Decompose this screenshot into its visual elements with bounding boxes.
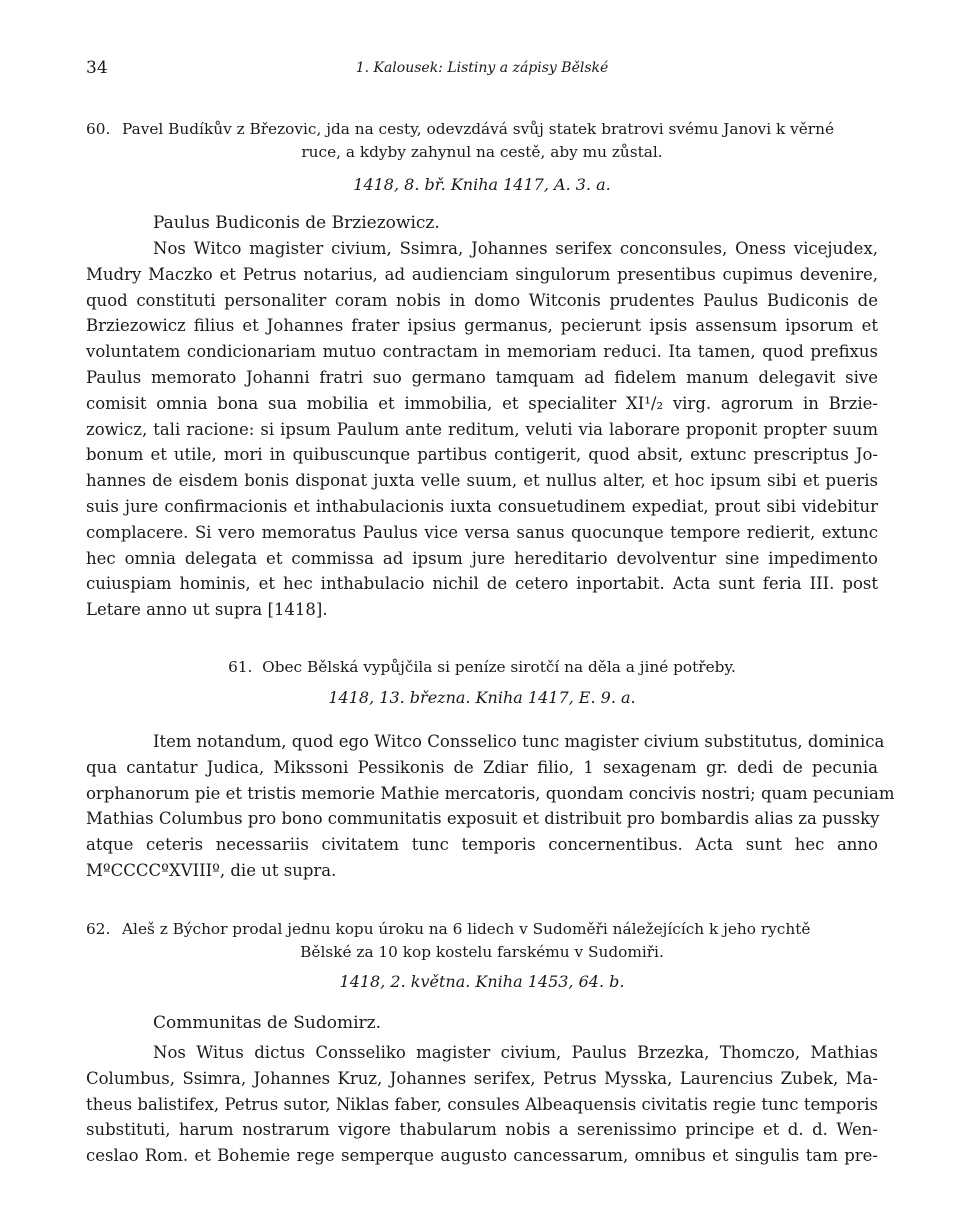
text-line: complacere. Si vero memoratus Paulus vice versa sanus quocunque tempore redierit, extunc: [86, 522, 878, 542]
text-line: Letare anno ut supra [1418].: [86, 600, 328, 620]
text-line: Brziezowicz filius et Johannes frater ipsius germanus, pecierunt ipsis assensum ipsorum et: [86, 316, 878, 336]
text-line: bonum et utile, mori in quibuscunque partibus contigerit, quod absit, extunc prescriptus Jo-: [86, 445, 878, 465]
heading-line: ruce, a kdyby zahynul na cestě, aby mu zůstal.: [301, 143, 663, 161]
entry-number: 60.: [86, 120, 111, 138]
entry-61-heading: [86, 656, 878, 679]
text-line: voluntatem condicionariam mutuo contractam in memoriam reduci. Ita tamen, quod prefixus: [86, 342, 878, 362]
text-line: zowicz, tali racione: si ipsum Paulum ante reditum, veluti via laborare proponit propter suum: [86, 419, 878, 439]
text-line: orphanorum pie et tristis memorie Mathie mercatoris, quondam concivis nostri; quam pecuniam: [86, 783, 895, 803]
entry-61-dateline: 1418, 13. března. Kniha 1417, E. 9. a.: [328, 688, 636, 707]
text-line: atque ceteris necessariis civitatem tunc temporis concernentibus. Acta sunt hec anno: [86, 835, 878, 855]
text-line: Columbus, Ssimra, Johannes Kruz, Johannes serifex, Petrus Mysska, Laurencius Zubek, Ma-: [86, 1068, 878, 1088]
text-line: Item notandum, quod ego Witco Consselico tunc magister civium substitutus, dominica: [153, 732, 885, 751]
entry-60-dateline: 1418, 8. bř. Kniha 1417, A. 3. a.: [353, 175, 611, 194]
text-line: Nos Witco magister civium, Ssimra, Johannes serifex conconsules, Oness vicejudex,: [153, 239, 878, 258]
text-line: quod constituti personaliter coram nobis in domo Witconis prudentes Paulus Budiconis de: [86, 290, 878, 310]
entry-60-heading: [86, 118, 878, 164]
text-line: cuiuspiam hominis, et hec inthabulacio nichil de cetero inportabit. Acta sunt feria III. post: [86, 574, 878, 594]
text-line: comisit omnia bona sua mobilia et immobilia, et specialiter XI¹/₂ virg. agrorum in Brzie-: [86, 393, 878, 413]
page-header: [86, 58, 878, 82]
entry-number: 61.: [228, 658, 253, 676]
text-line: hec omnia delegata et commissa ad ipsum jure hereditario devolventur sine impedimento: [86, 548, 878, 568]
text-line: ceslao Rom. et Bohemie rege semperque augusto cancessarum, omnibus et singulis tam pre-: [86, 1146, 878, 1166]
text-line: MºCCCCºXVIIIº, die ut supra.: [86, 860, 337, 880]
heading-line: Pavel Budíkův z Březovic, jda na cesty, odevzdává svůj statek bratrovi svému Janovi k věrné: [122, 120, 834, 138]
text-line: substituti, harum nostrarum vigore thabularum nobis a serenissimo principe et d. d. Wen-: [86, 1120, 878, 1140]
text-line: suis jure confirmacionis et inthabulacionis iuxta consuetudinem expediat, prout sibi videbitur: [86, 496, 878, 516]
entry-60-text: [86, 236, 878, 623]
entry-62-dateline: 1418, 2. května. Kniha 1453, 64. b.: [339, 972, 625, 991]
entry-62-text: [86, 1040, 878, 1169]
text-line: Paulus memorato Johanni fratri suo germano tamquam ad fidelem manum delegavit sive: [86, 367, 878, 387]
text-line: theus balistifex, Petrus sutor, Niklas faber, consules Albeaquensis civitatis regie tunc temporis: [86, 1094, 878, 1114]
text-line: hannes de eisdem bonis disponat juxta velle suum, et nullus alter, et hoc ipsum sibi et pueris: [86, 471, 878, 491]
page-number: 34: [86, 58, 108, 78]
heading-line: Bělské za 10 kop kostelu farskému v Sudomiři.: [300, 943, 664, 961]
entry-60-subtitle: Paulus Budiconis de Brziezowicz.: [153, 213, 440, 233]
heading-line: Obec Bělská vypůjčila si peníze sirotčí na děla a jiné potřeby.: [262, 658, 736, 676]
text-line: Mudry Maczko et Petrus notarius, ad audienciam singulorum presentibus cupimus devenire,: [86, 264, 878, 284]
entry-number: 62.: [86, 920, 111, 938]
heading-line: Aleš z Býchor prodal jednu kopu úroku na 6 lidech v Sudoměři náležejících k jeho rychtě: [122, 920, 811, 938]
entry-62-heading: [86, 918, 878, 964]
text-line: Nos Witus dictus Consseliko magister civium, Paulus Brzezka, Thomczo, Mathias: [153, 1043, 878, 1062]
running-title: 1. Kalousek: Listiny a zápisy Bělské: [355, 60, 609, 76]
entry-61-text: [86, 729, 895, 884]
entry-62-subtitle: Communitas de Sudomirz.: [153, 1013, 382, 1033]
text-line: Mathias Columbus pro bono communitatis exposuit et distribuit pro bombardis alias za pussky: [86, 809, 880, 829]
text-line: qua cantatur Judica, Mikssoni Pessikonis de Zdiar filio, 1 sexagenam gr. dedi de pecunia: [86, 757, 878, 777]
